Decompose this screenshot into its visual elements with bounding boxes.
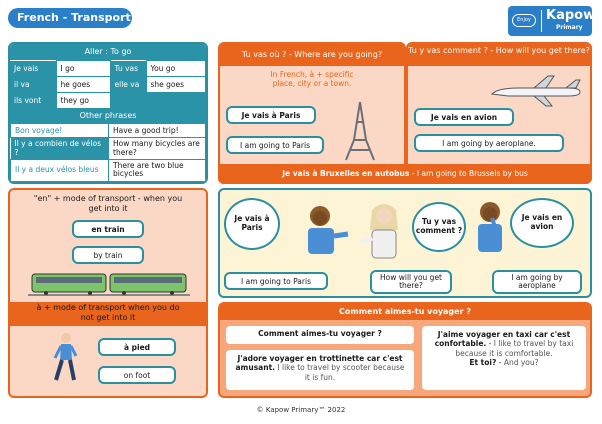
copyright-footer: © Kapow Primary™ 2022 (256, 406, 346, 414)
enjoy-badge: Enjoy (512, 14, 536, 27)
phrases-title: Other phrases (10, 109, 206, 123)
trottinette-fr: J'adore voyager en trottinette car c'est amusant. (235, 354, 403, 373)
tu-vas-ou-note: In French, à + specific place, city or a town. (270, 70, 354, 88)
tu-vas-ou-title: Tu vas où ? - Where are you going? (220, 44, 404, 66)
en-mode-title: "en" + mode of transport - when you get into it (33, 194, 183, 213)
table-row: Il y a combien de vélos ? How many bicycles are there? (11, 138, 206, 160)
tu-y-vas-title: Tu y vas comment ? - How will you get there? (408, 44, 590, 66)
taxi-box: J'aime voyager en taxi car c'est confortable. - I like to travel by taxi because it is comfortable. Et toi? - And you? (422, 326, 586, 390)
page-title: French - Transport (8, 8, 132, 28)
et-toi-en: And you? (503, 358, 539, 368)
table-row: Bon voyage! Have a good trip! (11, 124, 206, 138)
by-train-pill: by train (72, 246, 144, 264)
en-mode-panel (8, 188, 208, 398)
je-vais-paris-pill: Je vais à Paris (226, 106, 316, 124)
aimes-question-box: Comment aimes-tu voyager ? (226, 326, 414, 344)
going-aeroplane-pill: I am going by aeroplane. (414, 134, 564, 152)
walking-person-illustration (50, 332, 80, 384)
logo-brand: Kapow (546, 8, 596, 23)
thinking-boy-illustration (472, 200, 508, 262)
taxi-en: I like to travel by taxi because it is comfortable. (455, 339, 574, 358)
aimes-panel (218, 302, 592, 398)
table-row: Je vais I go Tu vas You go (10, 61, 206, 77)
phrases-table (10, 123, 206, 182)
aimes-title: Comment aimes-tu voyager ? (220, 304, 590, 320)
on-foot-pill: on foot (98, 366, 176, 384)
going-paris-pill: I am going to Paris (226, 136, 324, 154)
girl-illustration (358, 200, 410, 266)
table-row: ils vont they go (10, 93, 206, 109)
aeroplane-illustration (488, 74, 584, 108)
aller-table (10, 60, 206, 109)
je-vais-avion-pill: Je vais en avion (414, 108, 514, 126)
kapow-logo (508, 6, 596, 36)
taxi-fr: J'aime voyager en taxi car c'est confortable. (434, 330, 571, 349)
aller-title: Aller : To go (10, 44, 206, 60)
going-paris-caption: I am going to Paris (224, 272, 328, 290)
a-pied-pill: à pied (98, 338, 176, 356)
logo-divider (541, 10, 542, 32)
tu-y-vas-panel (406, 42, 592, 184)
how-get-there-caption: How will you get there? (370, 270, 452, 294)
dialogue-panel (218, 188, 592, 298)
eiffel-tower-illustration (340, 100, 380, 162)
trottinette-en: I like to travel by scooter because it is fun. (277, 363, 405, 382)
bruxelles-en: I am going to Brussels by bus (416, 169, 528, 178)
bruxelles-strip: Je vais à Bruxelles en autobus - I am going to Brussels by bus (218, 164, 592, 184)
a-mode-title: à + mode of transport when you do not get into it (10, 302, 206, 326)
logo-sub: Primary (556, 24, 583, 31)
speech-bubble-comment: Tu y vas comment ? (412, 202, 466, 252)
tu-vas-ou-panel (218, 42, 406, 184)
et-toi-fr: Et toi? (469, 358, 497, 368)
table-row: Il y a deux vélos bleus There are two blue bicycles (11, 160, 206, 182)
en-train-pill: en train (72, 220, 144, 238)
train-illustration (28, 270, 190, 298)
speech-bubble-paris: Je vais à Paris (224, 198, 280, 250)
aller-panel (8, 42, 208, 184)
boy-illustration (298, 204, 350, 266)
trottinette-box (226, 350, 414, 390)
speech-bubble-avion: Je vais en avion (510, 198, 574, 248)
table-row: il va he goes elle va she goes (10, 77, 206, 93)
going-aeroplane-caption: I am going by aeroplane (492, 270, 582, 294)
bruxelles-fr: Je vais à Bruxelles en autobus (282, 169, 410, 178)
